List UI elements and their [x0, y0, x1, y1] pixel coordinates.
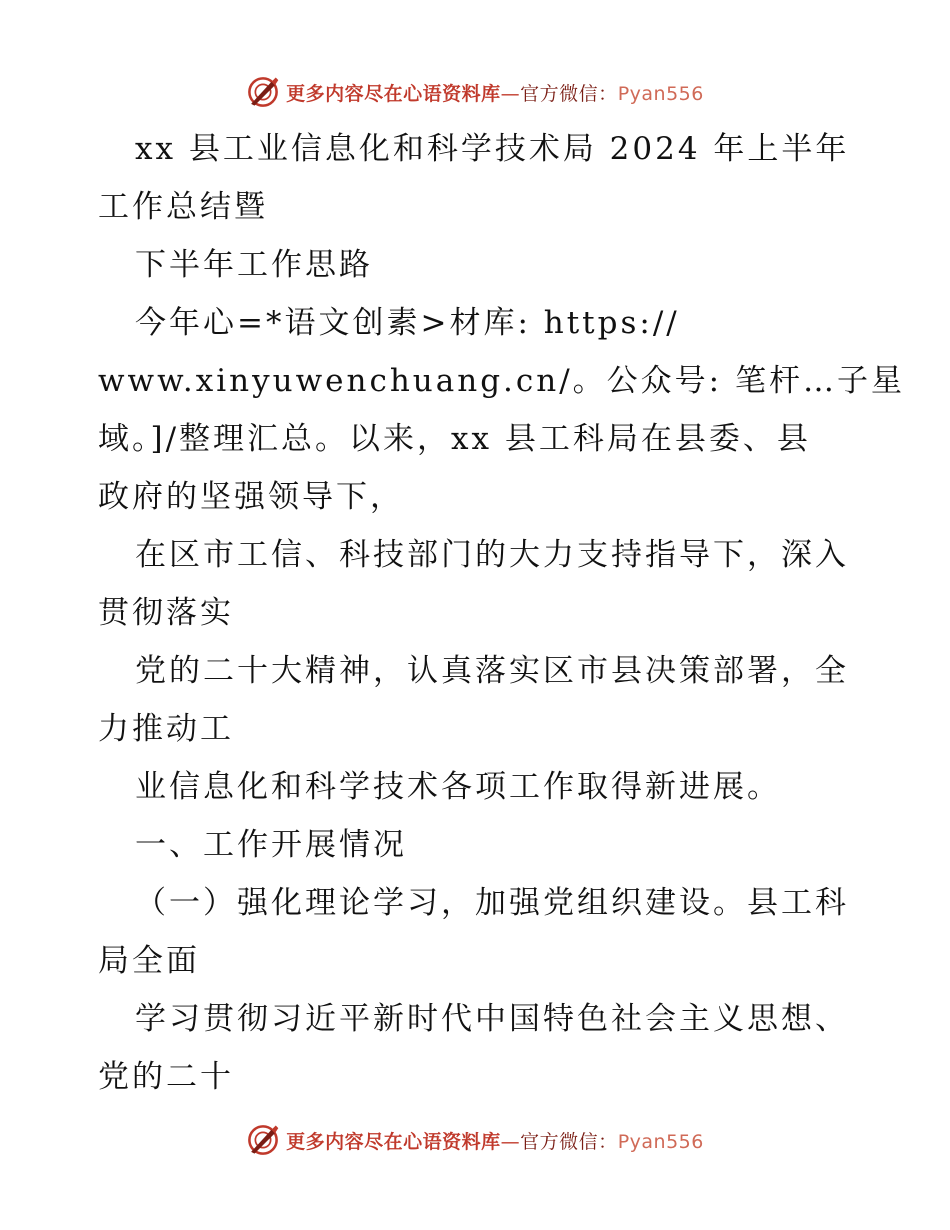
- text-line: 工作总结暨: [98, 189, 268, 225]
- pen-logo-icon: [246, 75, 280, 109]
- banner-main-text: 更多内容尽在心语资料库: [286, 82, 501, 105]
- section-heading: 一、工作开展情况: [135, 827, 407, 863]
- banner-dash: —: [500, 82, 521, 105]
- banner-wechat-id: Pyan556: [617, 82, 704, 105]
- text-line: 党的二十: [98, 1059, 234, 1095]
- text-line: 力推动工: [98, 711, 234, 747]
- text-line: 学习贯彻习近平新时代中国特色社会主义思想、: [135, 1001, 849, 1037]
- banner-dash: —: [500, 1130, 521, 1153]
- text-line: 局全面: [98, 943, 200, 979]
- text-line: 今年心=*语文创素>材库: https://: [135, 305, 680, 341]
- document-body: [98, 120, 905, 1106]
- pen-logo-icon: [246, 1123, 280, 1157]
- text-line: www.xinyuwenchuang.cn/。公众号: 笔杆…子星: [98, 363, 905, 399]
- text-line: 域。]/整理汇总。以来，xx 县工科局在县委、县: [98, 421, 811, 457]
- text-line: 业信息化和科学技术各项工作取得新进展。: [135, 769, 781, 805]
- text-line: 下半年工作思路: [135, 247, 373, 283]
- banner-wechat-label: 官方微信：: [520, 1130, 618, 1153]
- text-line: （一）强化理论学习，加强党组织建设。县工科: [135, 885, 849, 921]
- banner-wechat-id: Pyan556: [617, 1130, 704, 1153]
- text-line: 党的二十大精神，认真落实区市县决策部署，全: [135, 653, 849, 689]
- banner-wechat-label: 官方微信：: [520, 82, 618, 105]
- footer-watermark-banner: [0, 1120, 950, 1160]
- header-watermark-banner: [0, 72, 950, 112]
- text-line: xx 县工业信息化和科学技术局 2024 年上半年: [135, 131, 850, 167]
- banner-main-text: 更多内容尽在心语资料库: [286, 1130, 501, 1153]
- text-line: 政府的坚强领导下，: [98, 479, 404, 515]
- text-line: 贯彻落实: [98, 595, 234, 631]
- text-line: 在区市工信、科技部门的大力支持指导下，深入: [135, 537, 849, 573]
